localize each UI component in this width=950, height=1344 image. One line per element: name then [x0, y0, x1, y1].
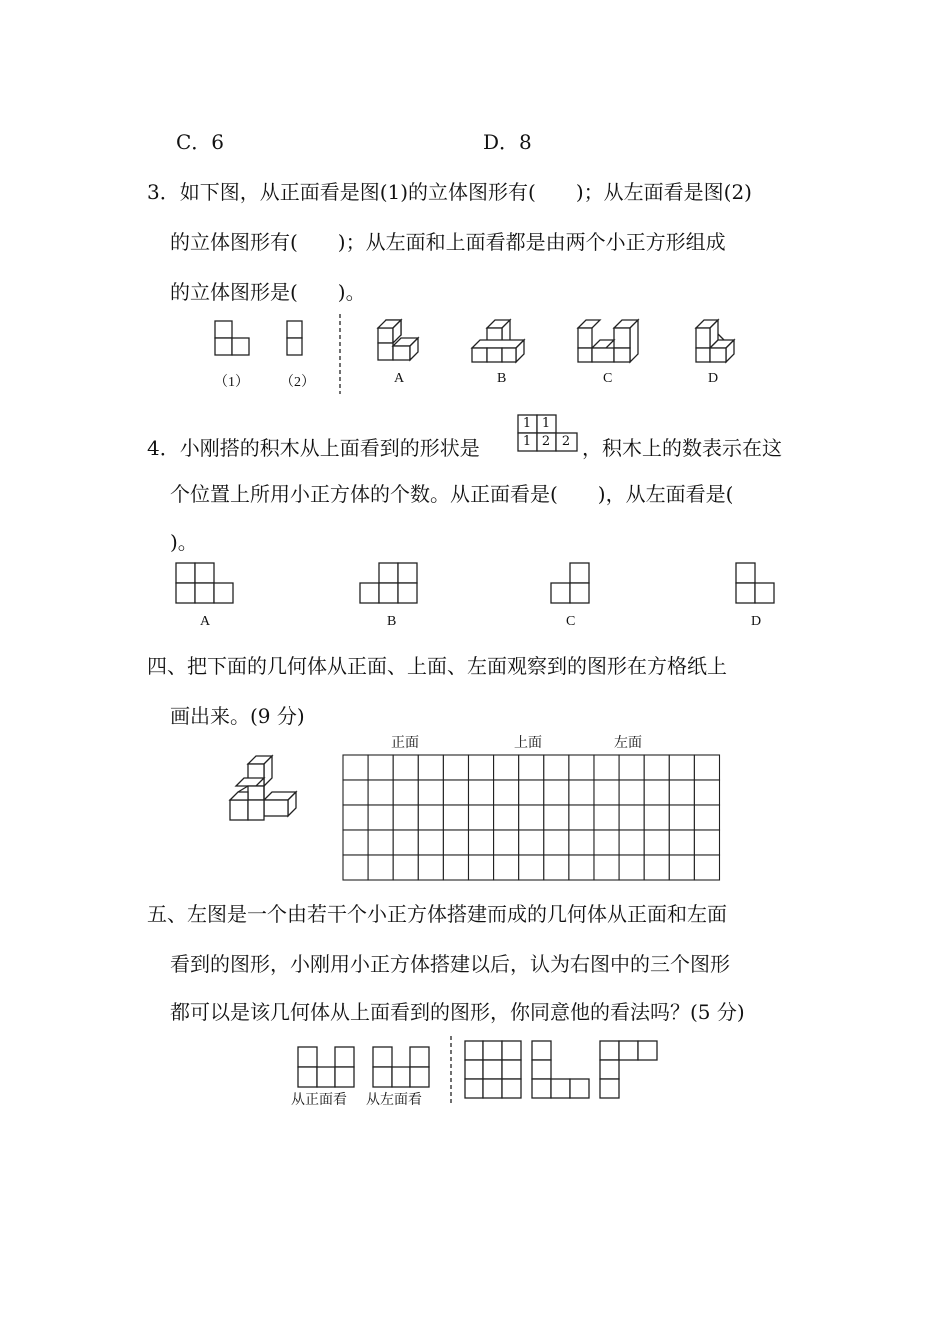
- q4-line1-pre: 4．小刚搭的积木从上面看到的形状是: [147, 436, 480, 460]
- grid-cell[interactable]: [368, 805, 393, 830]
- grid-cell[interactable]: [569, 805, 594, 830]
- grid-cell[interactable]: [594, 755, 619, 780]
- grid-cell[interactable]: [569, 755, 594, 780]
- grid-cell[interactable]: [469, 855, 494, 880]
- q4-option-label-d: D: [751, 614, 762, 629]
- grid-cell[interactable]: [494, 780, 519, 805]
- grid-cell[interactable]: [669, 755, 694, 780]
- grid-cell[interactable]: [619, 780, 644, 805]
- grid-cell[interactable]: [469, 805, 494, 830]
- grid-cell[interactable]: [694, 780, 719, 805]
- q4-line3: )。: [170, 530, 198, 554]
- grid-cell[interactable]: [644, 780, 669, 805]
- grid-cell[interactable]: [619, 755, 644, 780]
- option-d: D．8: [483, 130, 532, 154]
- section5-view-label-left: 从左面看: [366, 1093, 422, 1108]
- grid-cell[interactable]: [619, 855, 644, 880]
- grid-cell[interactable]: [694, 805, 719, 830]
- q4-num-r2c3: 2: [561, 434, 571, 449]
- q3-option-label-d: D: [708, 371, 719, 386]
- grid-cell[interactable]: [418, 805, 443, 830]
- q4-option-b-figure: [359, 562, 421, 606]
- q3-view-1-figure: [214, 320, 254, 356]
- q3-fig-label-2: （2）: [280, 375, 315, 390]
- grid-cell[interactable]: [619, 805, 644, 830]
- q4-num-r1c1: 1: [522, 416, 532, 431]
- grid-cell[interactable]: [569, 855, 594, 880]
- grid-cell[interactable]: [594, 780, 619, 805]
- grid-cell[interactable]: [669, 855, 694, 880]
- grid-cell[interactable]: [494, 805, 519, 830]
- grid-cell[interactable]: [418, 830, 443, 855]
- grid-header-front: 正面: [391, 736, 419, 751]
- q3-option-label-a: A: [394, 371, 405, 386]
- q3-line3: 的立体图形是( )。: [170, 280, 366, 304]
- option-c: C．6: [176, 130, 225, 154]
- section5-top-option-2: [531, 1040, 593, 1102]
- grid-cell[interactable]: [443, 805, 468, 830]
- q3-fig-label-1: （1）: [214, 375, 249, 390]
- q4-option-c-figure: [550, 562, 594, 606]
- grid-cell[interactable]: [469, 780, 494, 805]
- grid-cell[interactable]: [669, 780, 694, 805]
- grid-cell[interactable]: [644, 855, 669, 880]
- grid-cell[interactable]: [594, 830, 619, 855]
- grid-cell[interactable]: [393, 755, 418, 780]
- grid-cell[interactable]: [393, 805, 418, 830]
- section5-line3: 都可以是该几何体从上面看到的图形，你同意他的看法吗？(5 分): [170, 1000, 745, 1024]
- grid-cell[interactable]: [644, 830, 669, 855]
- grid-cell[interactable]: [569, 780, 594, 805]
- grid-cell[interactable]: [519, 830, 544, 855]
- grid-cell[interactable]: [368, 780, 393, 805]
- q3-line2: 的立体图形有( )；从左面和上面看都是由两个小正方形组成: [170, 230, 726, 254]
- q3-solid-c: [578, 320, 644, 366]
- section5-top-option-1: [464, 1040, 524, 1102]
- grid-cell[interactable]: [644, 755, 669, 780]
- grid-cell[interactable]: [694, 830, 719, 855]
- q3-option-label-b: B: [497, 371, 507, 386]
- grid-cell[interactable]: [544, 805, 569, 830]
- q4-option-label-b: B: [387, 614, 397, 629]
- q4-line1-post: ，积木上的数表示在这: [582, 436, 782, 460]
- grid-cell[interactable]: [519, 805, 544, 830]
- section5-view-label-front: 从正面看: [291, 1093, 347, 1108]
- grid-cell[interactable]: [519, 755, 544, 780]
- divider-line: [339, 314, 343, 396]
- grid-cell[interactable]: [443, 830, 468, 855]
- grid-cell[interactable]: [393, 855, 418, 880]
- grid-cell[interactable]: [544, 755, 569, 780]
- grid-cell[interactable]: [418, 780, 443, 805]
- q4-num-r1c2: 1: [541, 416, 551, 431]
- grid-cell[interactable]: [544, 830, 569, 855]
- grid-cell[interactable]: [594, 855, 619, 880]
- grid-cell[interactable]: [393, 780, 418, 805]
- grid-cell[interactable]: [644, 805, 669, 830]
- q4-option-a-figure: [175, 562, 237, 606]
- section5-left-view: [372, 1046, 434, 1090]
- grid-cell[interactable]: [519, 780, 544, 805]
- section5-line2: 看到的图形，小刚用小正方体搭建以后，认为右图中的三个图形: [170, 952, 730, 976]
- grid-cell[interactable]: [494, 830, 519, 855]
- grid-cell[interactable]: [343, 805, 368, 830]
- grid-cell[interactable]: [368, 755, 393, 780]
- q3-solid-d: [696, 320, 742, 366]
- grid-cell[interactable]: [544, 780, 569, 805]
- q3-view-2-figure: [286, 320, 306, 356]
- grid-header-top: 上面: [514, 736, 542, 751]
- grid-cell[interactable]: [569, 830, 594, 855]
- section4-solid: [228, 756, 300, 826]
- grid-cell[interactable]: [469, 830, 494, 855]
- q4-line2: 个位置上所用小正方体的个数。从正面看是( )，从左面看是(: [170, 482, 734, 506]
- q3-line1: 3．如下图，从正面看是图(1)的立体图形有( )；从左面看是图(2): [147, 180, 752, 204]
- grid-cell[interactable]: [343, 780, 368, 805]
- grid-cell[interactable]: [368, 830, 393, 855]
- grid-cell[interactable]: [393, 830, 418, 855]
- grid-cell[interactable]: [443, 780, 468, 805]
- grid-cell[interactable]: [594, 805, 619, 830]
- grid-cell[interactable]: [469, 755, 494, 780]
- section5-top-option-3: [599, 1040, 661, 1102]
- grid-cell[interactable]: [343, 830, 368, 855]
- grid-cell[interactable]: [669, 830, 694, 855]
- grid-cell[interactable]: [619, 830, 644, 855]
- grid-cell[interactable]: [494, 855, 519, 880]
- grid-cell[interactable]: [519, 855, 544, 880]
- q3-option-label-c: C: [603, 371, 613, 386]
- grid-header-left: 左面: [614, 736, 642, 751]
- grid-cell[interactable]: [544, 855, 569, 880]
- q4-option-label-c: C: [566, 614, 576, 629]
- divider-line-2: [450, 1036, 454, 1108]
- grid-cell[interactable]: [368, 855, 393, 880]
- section5-line1: 五、左图是一个由若干个小正方体搭建而成的几何体从正面和左面: [147, 902, 727, 926]
- grid-cell[interactable]: [343, 755, 368, 780]
- section4-line2: 画出来。(9 分): [170, 704, 305, 728]
- grid-cell[interactable]: [694, 855, 719, 880]
- grid-cell[interactable]: [494, 755, 519, 780]
- q4-option-d-figure: [735, 562, 779, 606]
- q4-num-r2c2: 2: [541, 434, 551, 449]
- grid-cell[interactable]: [418, 855, 443, 880]
- section4-line1: 四、把下面的几何体从正面、上面、左面观察到的图形在方格纸上: [147, 654, 727, 678]
- grid-cell[interactable]: [418, 755, 443, 780]
- grid-cell[interactable]: [343, 855, 368, 880]
- q3-solid-b: [472, 320, 534, 366]
- section5-front-view: [297, 1046, 359, 1090]
- q4-option-label-a: A: [200, 614, 211, 629]
- grid-cell[interactable]: [694, 755, 719, 780]
- q4-num-r2c1: 1: [522, 434, 532, 449]
- grid-cell[interactable]: [443, 855, 468, 880]
- answer-grid[interactable]: [342, 754, 722, 882]
- grid-cell[interactable]: [669, 805, 694, 830]
- q3-solid-a: [378, 320, 424, 366]
- grid-cell[interactable]: [443, 755, 468, 780]
